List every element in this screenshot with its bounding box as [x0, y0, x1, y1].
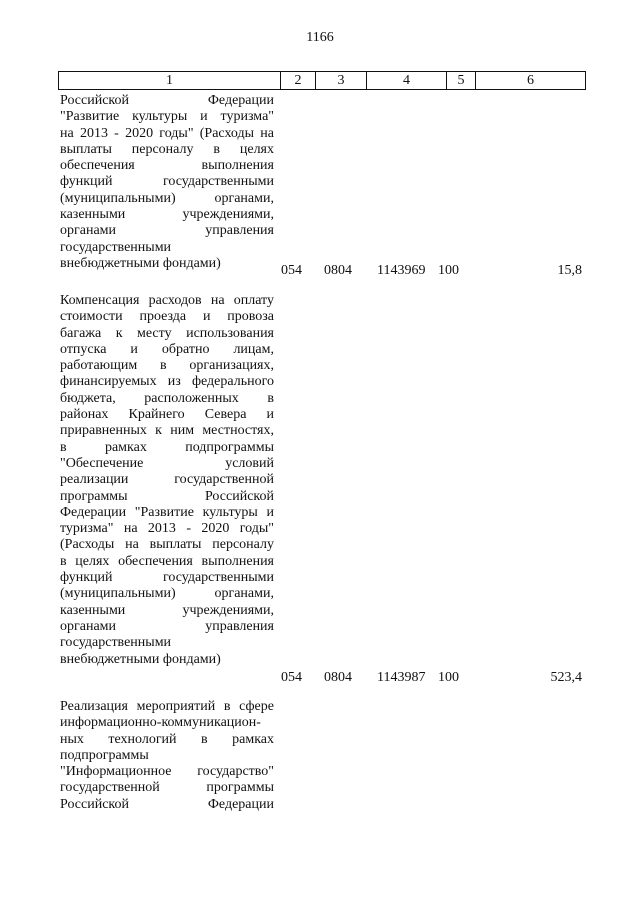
header-col-2: 2 — [281, 72, 316, 89]
text-line: в рамках подпрограммы — [60, 439, 274, 455]
text-line: приравненных к ним местностях, — [60, 423, 274, 439]
table-row-2-description — [60, 293, 274, 668]
text-line: Реализация мероприятий в сфере — [60, 699, 274, 714]
row-2-section-code: 0804 — [324, 670, 352, 685]
text-line: программы Российской — [60, 488, 274, 504]
text-line: Российской Федерации — [60, 796, 274, 812]
text-line: багажа к месту использования — [60, 325, 274, 341]
text-line: ных технологий в рамках — [60, 731, 274, 747]
text-line: финансируемых из федерального — [60, 374, 274, 390]
table-row-1-description — [60, 93, 274, 272]
text-line: в целях обеспечения выполнения — [60, 553, 274, 569]
row-1-section-code: 0804 — [324, 263, 352, 278]
text-line: реализации государственной — [60, 472, 274, 488]
text-line: Российской Федерации — [60, 93, 274, 108]
header-col-6: 6 — [527, 73, 534, 88]
text-line: стоимости проезда и провоза — [60, 309, 274, 325]
text-line: (муниципальными) органами, — [60, 586, 274, 602]
text-line: функций государственными — [60, 174, 274, 190]
table-row-3-description — [60, 699, 274, 813]
text-line: "Информационное государство" — [60, 764, 274, 780]
row-2-ministry-code: 054 — [281, 670, 302, 685]
text-line: функций государственными — [60, 570, 274, 586]
text-line: органами управления — [60, 618, 274, 634]
text-line: (муниципальными) органами, — [60, 190, 274, 206]
text-line: государственными — [60, 239, 172, 255]
text-line: государственными — [60, 635, 172, 651]
row-2-expense-kind: 100 — [438, 670, 459, 685]
text-line: подпрограммы — [60, 747, 149, 763]
text-line: внебюджетными фондами) — [60, 651, 221, 667]
text-line: Компенсация расходов на оплату — [60, 293, 274, 308]
table-header-row — [58, 71, 586, 90]
header-col-3: 3 — [316, 72, 367, 89]
text-line: туризма" на 2013 - 2020 годы" — [60, 521, 274, 537]
text-line: отпуска и обратно лицам, — [60, 341, 274, 357]
text-line: районах Крайнего Севера и — [60, 407, 274, 423]
text-line: выплаты персоналу в целях — [60, 141, 274, 157]
text-line: "Обеспечение условий — [60, 455, 274, 471]
text-line: внебюджетными фондами) — [60, 255, 221, 271]
text-line: органами управления — [60, 223, 274, 239]
text-line: (Расходы на выплаты персоналу — [60, 537, 274, 553]
text-line: Федерации "Развитие культуры и — [60, 504, 274, 520]
text-line: "Развитие культуры и туризма" — [60, 109, 274, 125]
text-line: государственной программы — [60, 780, 274, 796]
page-number: 1166 — [306, 30, 334, 45]
row-1-ministry-code: 054 — [281, 263, 302, 278]
header-col-5: 5 — [447, 72, 476, 89]
header-col-1: 1 — [59, 72, 281, 89]
row-1-amount: 15,8 — [557, 263, 582, 278]
row-2-amount: 523,4 — [550, 670, 582, 685]
row-1-expense-kind: 100 — [438, 263, 459, 278]
row-1-target-code: 1143969 — [377, 263, 426, 278]
text-line: информационно-коммуникацион- — [60, 715, 261, 731]
text-line: бюджета, расположенных в — [60, 390, 274, 406]
text-line: работающим в организациях, — [60, 358, 274, 374]
text-line: казенными учреждениями, — [60, 602, 274, 618]
header-col-4: 4 — [367, 72, 447, 89]
text-line: казенными учреждениями, — [60, 207, 274, 223]
text-line: на 2013 - 2020 годы" (Расходы на — [60, 125, 274, 141]
text-line: обеспечения выполнения — [60, 158, 274, 174]
row-2-target-code: 1143987 — [377, 670, 426, 685]
